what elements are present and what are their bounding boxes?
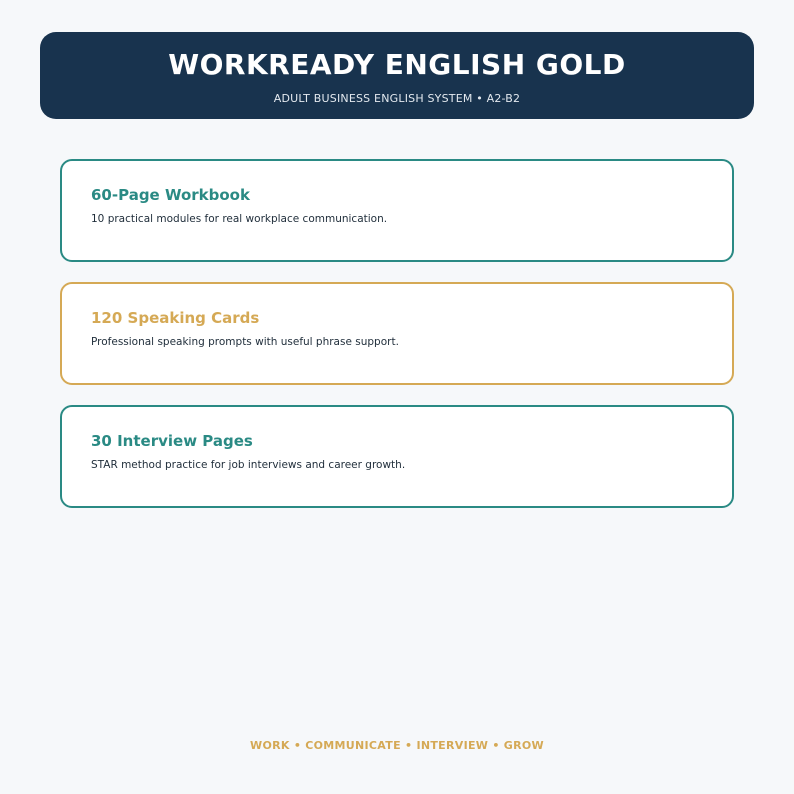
feature-card-description: STAR method practice for job interviews and career growth. [91,459,406,471]
feature-card-interview-pages [60,405,734,508]
footer-tagline: WORK • COMMUNICATE • INTERVIEW • GROW [250,739,544,752]
feature-card-workbook [60,159,734,262]
feature-card-title: 60-Page Workbook [91,186,250,204]
feature-card-title: 120 Speaking Cards [91,309,260,327]
feature-card-description: 10 practical modules for real workplace communication. [91,213,388,225]
header-banner [40,32,754,119]
feature-card-title: 30 Interview Pages [91,432,253,450]
page-subtitle: ADULT BUSINESS ENGLISH SYSTEM • A2-B2 [273,92,521,105]
feature-card-speaking-cards [60,282,734,385]
page-title: WORKREADY ENGLISH GOLD [168,48,626,81]
feature-card-description: Professional speaking prompts with useful phrase support. [91,336,399,348]
